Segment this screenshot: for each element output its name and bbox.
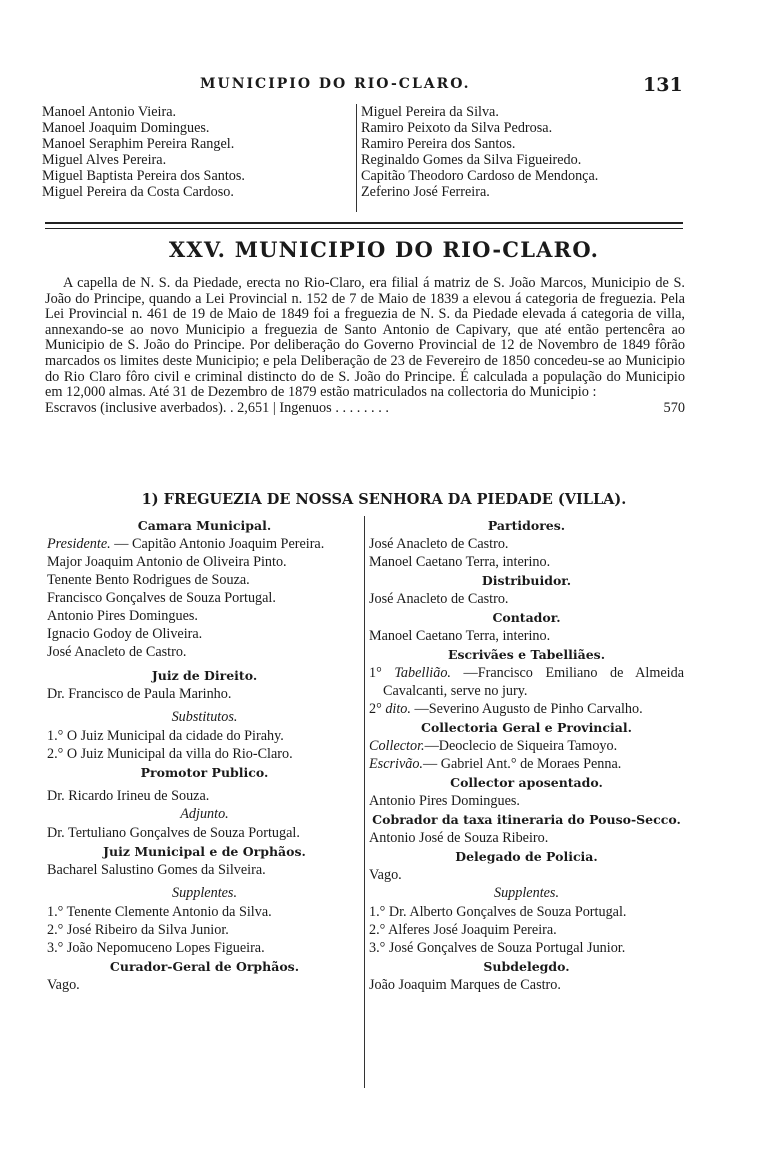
- list-item: Major Joaquim Antonio de Oliveira Pinto.: [47, 554, 287, 570]
- curador-heading: Curador-Geral de Orphãos.: [109, 959, 300, 974]
- escravos-row: [45, 401, 685, 417]
- escrivao-entry: [369, 755, 684, 773]
- presidente-name: — Capitão Antonio Joaquim Pereira.: [114, 536, 325, 552]
- contador-heading: Contador.: [492, 610, 561, 625]
- adjunto-heading: Adjunto.: [180, 806, 229, 822]
- top-list-right: [361, 104, 691, 200]
- list-item: Antonio Pires Domingues.: [47, 608, 198, 624]
- delegado-heading: Delegado de Policia.: [455, 849, 598, 864]
- tabelliao-2-name: —Severino Augusto de Pinho Carvalho.: [414, 701, 643, 717]
- escrivao-name: — Gabriel Ant.° de Moraes Penna.: [422, 756, 622, 772]
- list-item: Manoel Caetano Terra, interino.: [369, 554, 551, 570]
- intro-text: A capella de N. S. da Piedade, erecta no Rio-Claro, era filial á matriz de S. João Marcos, Municipio de S. João do Principe, quando a Lei Provincial n. 152 de 7 de Maio de 1839 a elevou á categoria de freguezia. Pela Lei Provincial n. 461 de 19 de Maio de 1849 foi a freguezia de N. S. da Piedade elevada á categoria de villa, annexando-se ao novo Municipio a freguezia de Santo Antonio de Capivary, que até então pertencêra ao Municipio de S. João do Principe. Por deliberação do Governo Provincial de 12 de Novembro de 1849 fôrão marcados os limites deste Municipio; e pela Deliberação de 23 de Fevereiro de 1850 concedeu-se ao Municipio do Rio Claro fôro civil e criminal distincto do de S. João do Principe. É calculada a população do Municipio em 12,000 almas. Até 31 de Dezembro de 1879 estão matriculados na collectoria do Municipio :: [45, 275, 685, 401]
- escrivao-label: Escrivão.: [369, 756, 423, 772]
- promotor-heading: Promotor Publico.: [140, 765, 269, 780]
- presidente-entry: [47, 535, 362, 553]
- contador: Manoel Caetano Terra, interino.: [369, 628, 551, 644]
- partidores-heading: Partidores.: [487, 518, 566, 533]
- list-item: Ramiro Peixoto da Silva Pedrosa.: [361, 120, 553, 136]
- juiz-municipal: Bacharel Salustino Gomes da Silveira.: [47, 862, 266, 878]
- substitutos-heading: Substitutos.: [171, 709, 238, 725]
- presidente-label: Presidente.: [47, 536, 111, 552]
- list-item: Francisco Gonçalves de Souza Portugal.: [47, 590, 276, 606]
- list-item: Miguel Alves Pereira.: [42, 152, 167, 168]
- tabelliao-2-num: 2°: [369, 701, 382, 717]
- list-item: 3.° João Nepomuceno Lopes Figueira.: [47, 940, 265, 956]
- delegado: Vago.: [369, 867, 402, 883]
- collector-aposentado-heading: Collector aposentado.: [450, 775, 603, 790]
- escrivaes-heading: Escrivães e Tabelliães.: [447, 647, 606, 662]
- subdelegado-heading: Subdelegdo.: [483, 959, 570, 974]
- list-item: Manoel Antonio Vieira.: [42, 104, 177, 120]
- list-item: 2.° O Juiz Municipal da villa do Rio-Claro.: [47, 746, 293, 762]
- distribuidor-heading: Distribuidor.: [481, 573, 572, 588]
- tabelliao-1-label: Tabellião.: [394, 665, 451, 681]
- left-column: [47, 516, 362, 994]
- list-item: 1.° O Juiz Municipal da cidade do Pirahy.: [47, 728, 284, 744]
- curador: Vago.: [47, 977, 80, 993]
- list-item: Miguel Baptista Pereira dos Santos.: [42, 168, 245, 184]
- cobrador-heading: Cobrador da taxa itineraria do Pouso-Secco.: [372, 812, 681, 827]
- list-item: Tenente Bento Rodrigues de Souza.: [47, 572, 250, 588]
- list-item: Manoel Joaquim Domingues.: [42, 120, 210, 136]
- list-item: José Anacleto de Castro.: [369, 536, 509, 552]
- list-item: Capitão Theodoro Cardoso de Mendonça.: [361, 168, 599, 184]
- freguezia-title: 1) FREGUEZIA DE NOSSA SENHORA DA PIEDADE (VILLA).: [141, 491, 627, 508]
- list-item: José Anacleto de Castro.: [47, 644, 187, 660]
- tabelliao-2: [369, 700, 684, 718]
- right-column: [369, 516, 684, 994]
- camara-heading: Camara Municipal.: [137, 518, 272, 533]
- ingenuos-count: 570: [663, 399, 685, 416]
- list-item: Miguel Pereira da Silva.: [361, 104, 499, 120]
- column-divider: [364, 516, 365, 1088]
- collector-aposentado: Antonio Pires Domingues.: [369, 793, 520, 809]
- running-header-title: MUNICIPIO DO RIO-CLARO.: [200, 76, 471, 92]
- subdelegado: João Joaquim Marques de Castro.: [369, 977, 561, 993]
- tabelliao-1: [369, 664, 684, 700]
- list-item: 3.° José Gonçalves de Souza Portugal Junior.: [369, 940, 626, 956]
- collectoria-heading: Collectoria Geral e Provincial.: [421, 720, 632, 735]
- supplentes-heading: Supplentes.: [171, 885, 237, 901]
- list-item: 2.° José Ribeiro da Silva Junior.: [47, 922, 229, 938]
- section-rule: [45, 222, 683, 229]
- distribuidor: José Anacleto de Castro.: [369, 591, 509, 607]
- running-header: [0, 74, 768, 98]
- tabelliao-1-num: 1°: [369, 665, 382, 681]
- escravos-text: Escravos (inclusive averbados). . 2,651 | Ingenuos . . . . . . . .: [45, 399, 389, 416]
- list-item: Ignacio Godoy de Oliveira.: [47, 626, 203, 642]
- adjunto: Dr. Tertuliano Gonçalves de Souza Portugal.: [47, 825, 300, 841]
- list-item: 2.° Alferes José Joaquim Pereira.: [369, 922, 557, 938]
- list-item: Zeferino José Ferreira.: [361, 184, 490, 200]
- list-item: Miguel Pereira da Costa Cardoso.: [42, 184, 234, 200]
- collector-label: Collector.: [369, 738, 425, 754]
- list-item: Reginaldo Gomes da Silva Figueiredo.: [361, 152, 582, 168]
- top-list-left: [42, 104, 354, 200]
- juiz-municipal-heading: Juiz Municipal e de Orphãos.: [103, 844, 306, 859]
- collector-entry: [369, 737, 684, 755]
- juiz-direito-heading: Juiz de Direito.: [151, 668, 258, 683]
- list-item: 1.° Dr. Alberto Gonçalves de Souza Portugal.: [369, 904, 627, 920]
- supplentes-heading: Supplentes.: [493, 885, 559, 901]
- list-item: Manoel Seraphim Pereira Rangel.: [42, 136, 235, 152]
- list-item: 1.° Tenente Clemente Antonio da Silva.: [47, 904, 272, 920]
- promotor: Dr. Ricardo Irineu de Souza.: [47, 788, 210, 804]
- juiz-direito: Dr. Francisco de Paula Marinho.: [47, 686, 232, 702]
- cobrador: Antonio José de Souza Ribeiro.: [369, 830, 549, 846]
- tabelliao-2-label: dito.: [385, 701, 411, 717]
- tabelliao-1-name: —Francisco Emiliano de Almeida Cavalcanti, serve no jury.: [383, 665, 685, 699]
- collector-name: —Deoclecio de Siqueira Tamoyo.: [424, 738, 618, 754]
- list-item: Ramiro Pereira dos Santos.: [361, 136, 516, 152]
- intro-paragraph: [45, 276, 685, 416]
- page-number: 131: [643, 74, 683, 96]
- section-title: XXV. MUNICIPIO DO RIO-CLARO.: [168, 237, 600, 262]
- column-divider: [356, 104, 357, 212]
